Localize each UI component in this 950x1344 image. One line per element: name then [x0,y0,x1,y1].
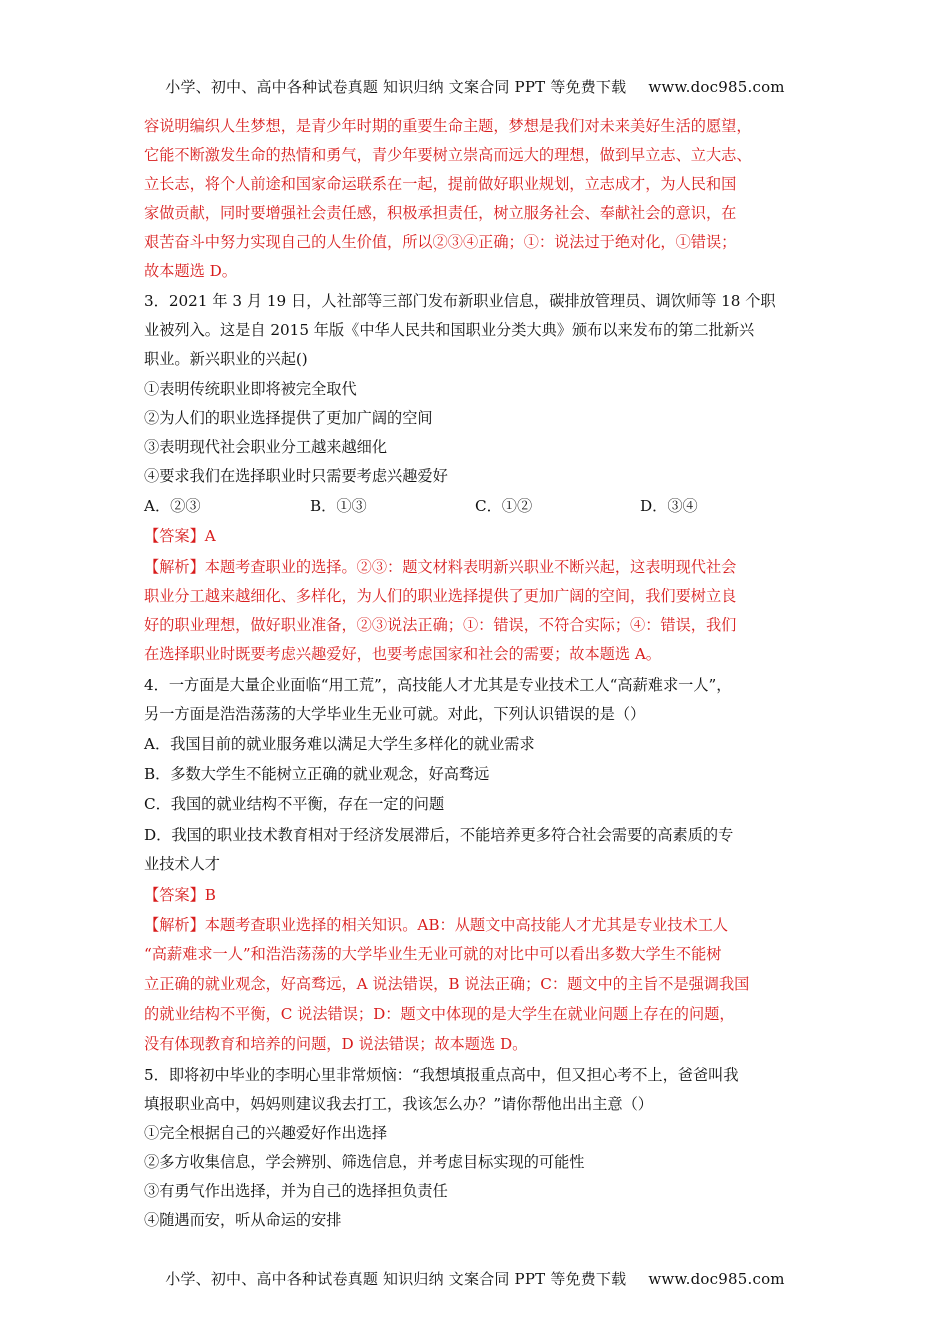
question-4-stem: 另一方面是浩浩荡荡的大学毕业生无业可就。对此，下列认识错误的是（） [144,705,646,723]
analysis-line: 故本题选 D。 [144,262,237,280]
question-5-item: ④随遇而安，听从命运的安排 [144,1211,342,1229]
analysis-line: 它能不断激发生命的热情和勇气，青少年要树立崇高而远大的理想，做到早立志、立大志、 [144,146,752,164]
question-3-analysis: 在选择职业时既要考虑兴趣爱好，也要考虑国家和社会的需要；故本题选 A。 [144,645,661,663]
question-4-analysis: “高薪难求一人”和浩浩荡荡的大学毕业生无业可就的对比中可以看出多数大学生不能树 [144,945,722,963]
question-3-option-c: C．①② [475,497,533,515]
question-3-stem: 职业。新兴职业的兴起() [144,350,308,368]
question-3-analysis: 【解析】本题考查职业的选择。②③：题文材料表明新兴职业不断兴起，这表明现代社会 [144,558,737,576]
question-4-analysis: 的就业结构不平衡，C 说法错误；D：题文中体现的是大学生在就业问题上存在的问题， [144,1005,735,1023]
question-3-option-d: D．③④ [640,497,698,515]
question-3-stem: 业被列入。这是自 2015 年版《中华人民共和国职业分类大典》颁布以来发布的第二批新兴 [144,321,755,339]
question-4-analysis: 【解析】本题考查职业选择的相关知识。AB：从题文中高技能人才尤其是专业技术工人 [144,916,729,934]
footer-url[interactable]: www.doc985.com [648,1270,785,1288]
footer-text: 小学、初中、高中各种试卷真题 知识归纳 文案合同 PPT 等免费下载 [165,1270,627,1288]
question-3-answer: 【答案】A [144,527,216,545]
question-3-option-a: A．②③ [144,497,201,515]
analysis-line: 立长志，将个人前途和国家命运联系在一起，提前做好职业规划，立志成才，为人民和国 [144,175,737,193]
question-5-stem: 5．即将初中毕业的李明心里非常烦恼：“我想填报重点高中，但又担心考不上，爸爸叫我 [144,1066,739,1084]
header-url[interactable]: www.doc985.com [648,78,785,96]
question-5-item: ③有勇气作出选择，并为自己的选择担负责任 [144,1182,448,1200]
question-4-option-a: A．我国目前的就业服务难以满足大学生多样化的就业需求 [144,735,535,753]
question-4-option-d-cont: 业技术人才 [144,855,220,873]
question-3-option-b: B．①③ [310,497,367,515]
question-3-item: ③表明现代社会职业分工越来越细化 [144,438,387,456]
question-5-stem: 填报职业高中，妈妈则建议我去打工，我该怎么办？”请你帮他出出主意（） [144,1095,653,1113]
question-4-stem: 4．一方面是大量企业面临“用工荒”，高技能人才尤其是专业技术工人“高薪难求一人”， [144,676,732,694]
header-text: 小学、初中、高中各种试卷真题 知识归纳 文案合同 PPT 等免费下载 [165,78,627,96]
question-4-analysis: 没有体现教育和培养的问题，D 说法错误；故本题选 D。 [144,1035,528,1053]
analysis-line: 家做贡献，同时要增强社会责任感，积极承担责任，树立服务社会、奉献社会的意识，在 [144,204,737,222]
question-4-answer: 【答案】B [144,886,216,904]
question-5-item: ①完全根据自己的兴趣爱好作出选择 [144,1124,387,1142]
question-3-item: ②为人们的职业选择提供了更加广阔的空间 [144,409,433,427]
question-3-analysis: 职业分工越来越细化、多样化，为人们的职业选择提供了更加广阔的空间，我们要树立良 [144,587,737,605]
page-footer [0,1268,950,1289]
question-3-stem: 3．2021 年 3 月 19 日，人社部等三部门发布新职业信息，碳排放管理员、调饮师等 18 个职 [144,292,776,310]
analysis-line: 容说明编织人生梦想，是青少年时期的重要生命主题，梦想是我们对未来美好生活的愿望， [144,117,752,135]
question-4-option-d: D．我国的职业技术教育相对于经济发展滞后，不能培养更多符合社会需要的高素质的专 [144,826,734,844]
question-4-option-c: C．我国的就业结构不平衡，存在一定的问题 [144,795,445,813]
question-3-item: ①表明传统职业即将被完全取代 [144,380,357,398]
analysis-line: 艰苦奋斗中努力实现自己的人生价值，所以②③④正确；①：说法过于绝对化，①错误； [144,233,737,251]
page-header [0,76,950,97]
question-5-item: ②多方收集信息，学会辨别、筛选信息，并考虑目标实现的可能性 [144,1153,585,1171]
question-4-option-b: B．多数大学生不能树立正确的就业观念，好高骛远 [144,765,490,783]
question-4-analysis: 立正确的就业观念，好高骛远，A 说法错误，B 说法正确；C：题文中的主旨不是强调我国 [144,975,750,993]
question-3-analysis: 好的职业理想，做好职业准备，②③说法正确；①：错误，不符合实际；④：错误，我们 [144,616,737,634]
question-3-item: ④要求我们在选择职业时只需要考虑兴趣爱好 [144,467,448,485]
